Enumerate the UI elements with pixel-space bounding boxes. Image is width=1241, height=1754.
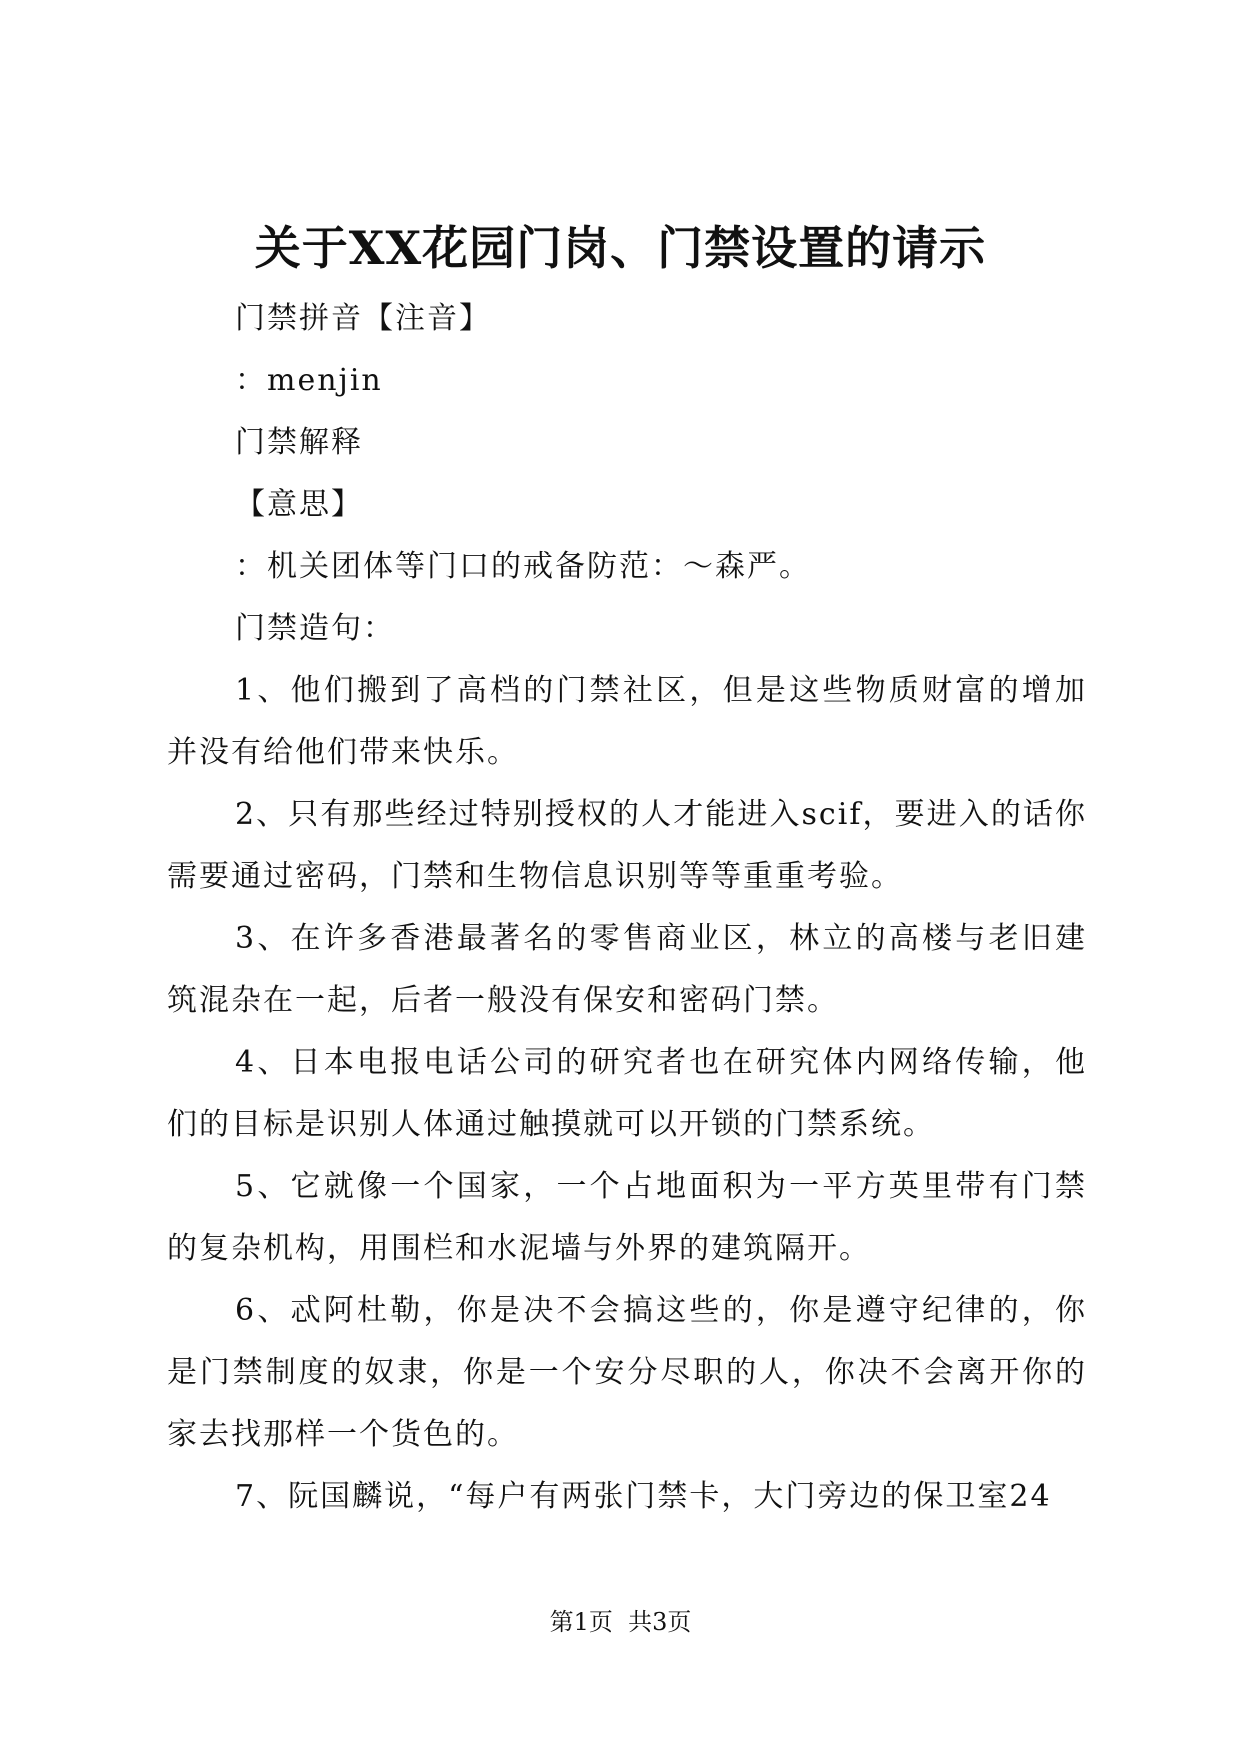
document-title: 关于XX花园门岗、门禁设置的请示 xyxy=(254,221,987,275)
example-sentence-4: 4、日本电报电话公司的研究者也在研究体内网络传输，他们的目标是识别人体通过触摸就可以开锁的门禁系统。 xyxy=(167,1045,1087,1142)
example-sentence-3: 3、在许多香港最著名的零售商业区，林立的高楼与老旧建筑混杂在一起，后者一般没有保安和密码门禁。 xyxy=(167,921,1087,1018)
paragraph-pinyin: ：menjin xyxy=(235,363,383,398)
example-sentence-2: 2、只有那些经过特别授权的人才能进入scif，要进入的话你需要通过密码，门禁和生物信息识别等等重重考验。 xyxy=(167,797,1087,894)
paragraph-meaning: ：机关团体等门口的戒备防范：～森严。 xyxy=(235,549,811,584)
example-sentence-6: 6、忒阿杜勒，你是决不会搞这些的，你是遵守纪律的，你是门禁制度的奴隶，你是一个安分尽职的人，你决不会离开你的家去找那样一个货色的。 xyxy=(167,1293,1087,1452)
page-number: 第1页 共3页 xyxy=(549,1608,692,1636)
example-sentence-7: 7、阮国麟说，“每户有两张门禁卡，大门旁边的保卫室24 xyxy=(235,1479,1052,1514)
page-footer xyxy=(0,1607,1241,1637)
paragraph-examples-heading: 门禁造句： xyxy=(235,611,395,646)
paragraph-meaning-heading: 【意思】 xyxy=(235,487,363,522)
example-sentence-1: 1、他们搬到了高档的门禁社区，但是这些物质财富的增加并没有给他们带来快乐。 xyxy=(167,673,1087,770)
document-body xyxy=(167,288,1087,1528)
paragraph-explanation-heading: 门禁解释 xyxy=(235,425,363,460)
paragraph-pinyin-heading: 门禁拼音【注音】 xyxy=(235,301,491,336)
example-sentence-5: 5、它就像一个国家，一个占地面积为一平方英里带有门禁的复杂机构，用围栏和水泥墙与外界的建筑隔开。 xyxy=(167,1169,1087,1266)
